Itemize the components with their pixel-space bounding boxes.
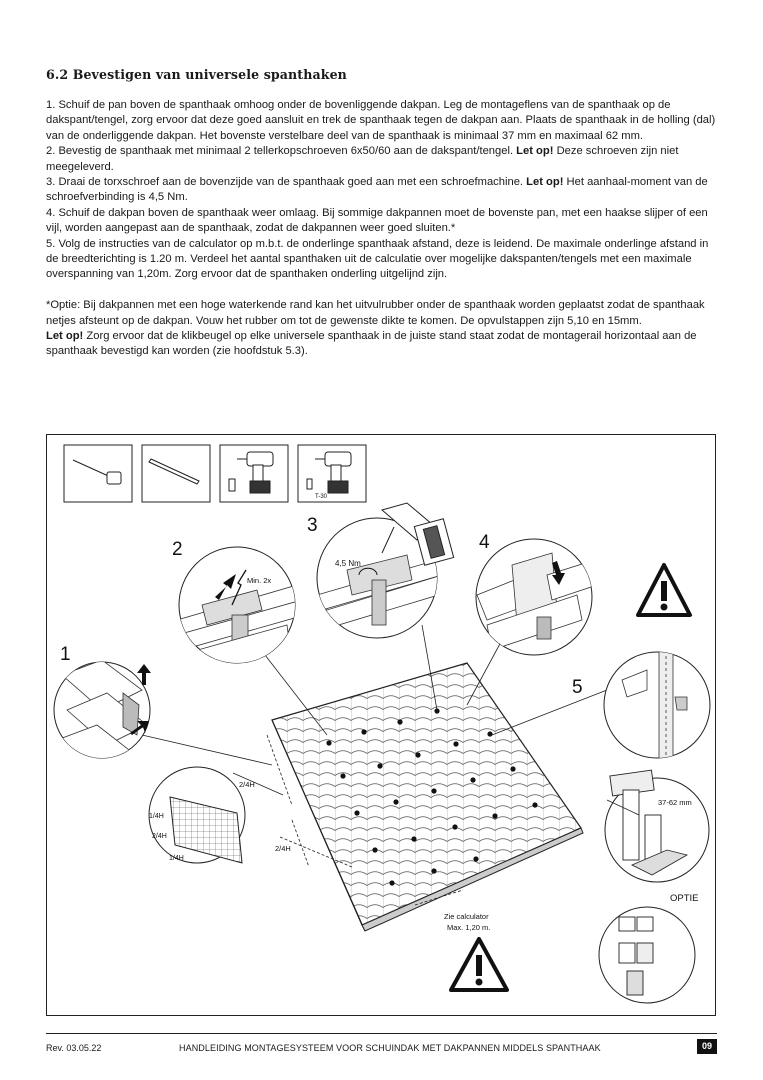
- calculator-note: Zie calculator: [444, 912, 489, 921]
- step-1: 1. Schuif de pan boven de spanthaak omhoog onder de bovenliggende dakpan. Leg de montageflens van de spanthaak op de dakspant/tengel, zorg ervoor dat deze goed aansluit en trek de spanthaak tegen de dakpan aan. Plaats de spanthaak in de holling (dal) van de onderliggende dakpan. Het bovenste verstelbare deel van de spanthaak is minimaal 37 mm en maximaal 62 mm.: [46, 99, 716, 142]
- roof-panel: [272, 663, 583, 931]
- spacing-label: 2/4H: [275, 844, 291, 853]
- warning-label: Let op!: [516, 145, 554, 158]
- step-1-callout: [54, 660, 151, 775]
- warning-label: Let op!: [526, 176, 564, 189]
- spacing-label: 1/4H: [149, 813, 164, 820]
- warning-note: Let op! Zorg ervoor dat de klikbeugel op elke universele spanthaak in de juiste stand staat zodat de montagerail horizontaal aan de spanthaak bevestigd kan worden (zie hoofdstuk 5.3).: [46, 330, 697, 358]
- warning-icon: [451, 939, 507, 990]
- step-5: 5. Volg de instructies van de calculator op m.b.t. de onderlinge spanthaak afstand, deze is leidend. De maximale onderlinge afstand in de breedterichting is 1.20 m. Verdeel het aantal spanthaken uit de calculatie over mogelijke dakspanten/tengels met een maximale overspanning van 1,20m. Zorg ervoor dat de spanthaken onderling uitgelijnd zijn.: [46, 237, 709, 281]
- warning-label: Let op!: [46, 330, 84, 343]
- step-4-callout: [476, 539, 597, 655]
- document-title: HANDLEIDING MONTAGESYSTEEM VOOR SCHUINDAK MET DAKPANNEN MIDDELS SPANTHAAK: [179, 1043, 601, 1053]
- option-label: OPTIE: [670, 893, 699, 904]
- spacing-label: 2/4H: [152, 833, 167, 840]
- pencil-icon: [149, 459, 199, 484]
- spacing-label: 2/4H: [239, 780, 255, 789]
- step-number: 2: [172, 539, 183, 560]
- page-footer: [46, 1033, 717, 1056]
- step-number: 1: [60, 644, 71, 665]
- warning-icon: [638, 565, 690, 615]
- step-number: 3: [307, 515, 318, 536]
- step-5-callout: [604, 647, 710, 767]
- section-heading: 6.2 Bevestigen van universele spanthaken: [46, 67, 347, 82]
- step-number: 5: [572, 677, 583, 698]
- option-detail: [599, 907, 695, 1003]
- step-4: 4. Schuif de dakpan boven de spanthaak weer omlaag. Bij sommige dakpannen moet de bovenste pan, met een haakse slijper of een vijl, worden aangepast aan de spanthaak, zodat de dakpannen weer goed sluiten.*: [46, 206, 708, 235]
- option-note: *Optie: Bij dakpannen met een hoge waterkende rand kan het uitvulrubber onder de spanthaak worden geplaatst zodat de spanthaak netjes afsteunt op de dakpan. Vouw het rubber om tot de gewenste dikte te komen. De opvulstappen zijn 5,10 en 15mm.: [46, 299, 705, 327]
- instructions: [46, 98, 722, 360]
- max-span-note: Max. 1,20 m.: [447, 923, 491, 932]
- installation-figure: [46, 434, 716, 1016]
- step-3: 3. Draai de torxschroef aan de bovenzijde van de spanthaak goed aan met een schroefmachine. Let op! Het aanhaal-moment van de schroefverbinding is 4,5 Nm.: [46, 176, 708, 204]
- step-number: 4: [479, 532, 490, 553]
- spacing-label: 1/4H: [169, 855, 184, 862]
- revision-label: Rev. 03.05.22: [46, 1043, 102, 1053]
- tool-size-label: T-30: [315, 494, 328, 500]
- step-2: 2. Bevestig de spanthaak met minimaal 2 tellerkopschroeven 6x50/60 aan de dakspant/tengel. Let op! Deze schroeven zijn niet meegeleverd.: [46, 145, 679, 173]
- min-screws-label: Min. 2x: [247, 576, 272, 585]
- drill-icon: [229, 452, 273, 493]
- torque-label: 4,5 Nm: [335, 559, 361, 568]
- hook-detail: [605, 770, 709, 882]
- installation-illustration: [47, 435, 717, 1017]
- page-number: 09: [697, 1039, 717, 1054]
- screwdriver-drill-icon: [307, 452, 351, 493]
- module-callout: [149, 767, 283, 863]
- range-label: 37-62 mm: [658, 798, 692, 807]
- tape-measure-icon: [73, 460, 121, 484]
- step-2-callout: [177, 547, 305, 675]
- tape-measure-box: [64, 445, 132, 502]
